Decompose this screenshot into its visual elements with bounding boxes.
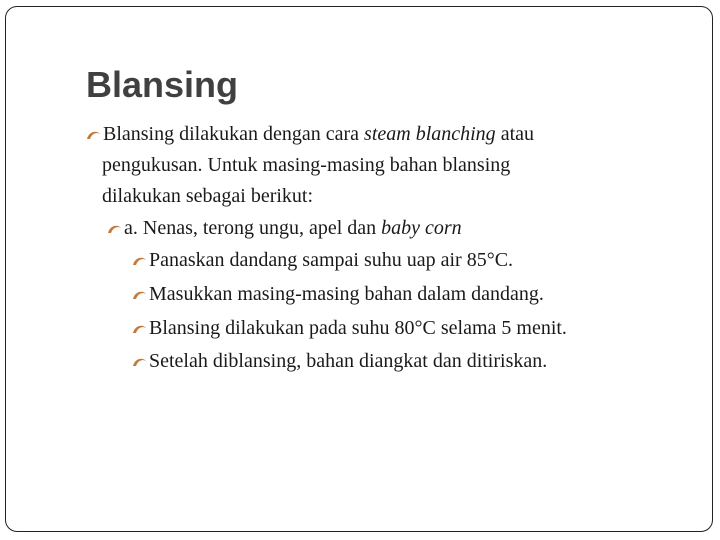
- list-item-text: Panaskan dandang sampai suhu uap air 85°C.: [149, 249, 514, 271]
- bullet-level2: [106, 213, 462, 244]
- leaf-curl-bullet-icon: [85, 129, 103, 141]
- bullet-level1: [85, 119, 534, 150]
- leaf-curl-bullet-icon: [131, 356, 149, 368]
- bullet-level2-text-before: a. Nenas, terong ungu, apel dan: [124, 217, 382, 239]
- bullet-level1-continuation-1: pengukusan. Untuk masing-masing bahan blansing: [102, 154, 511, 176]
- list-item-text: Masukkan masing-masing bahan dalam dandang.: [149, 283, 544, 305]
- list-item-text: Blansing dilakukan pada suhu 80°C selama 5 menit.: [149, 317, 567, 339]
- list-item: [131, 279, 544, 310]
- leaf-curl-bullet-icon: [131, 323, 149, 335]
- bullet-level1-text-before: Blansing dilakukan dengan cara: [103, 123, 365, 145]
- list-item-text: Setelah diblansing, bahan diangkat dan ditiriskan.: [149, 350, 548, 372]
- slide: [5, 6, 713, 532]
- list-item: [131, 346, 547, 377]
- slide-title: Blansing: [86, 64, 239, 105]
- leaf-curl-bullet-icon: [131, 255, 149, 267]
- list-item: [131, 313, 567, 344]
- bullet-level2-italic: baby corn: [381, 217, 462, 239]
- bullet-level1-continuation-2: dilakukan sebagai berikut:: [102, 185, 314, 207]
- bullet-level1-italic: steam blanching: [364, 123, 496, 145]
- leaf-curl-bullet-icon: [131, 289, 149, 301]
- list-item: [131, 245, 513, 276]
- leaf-curl-bullet-icon: [106, 223, 124, 235]
- bullet-level1-text-after: atau: [495, 123, 534, 145]
